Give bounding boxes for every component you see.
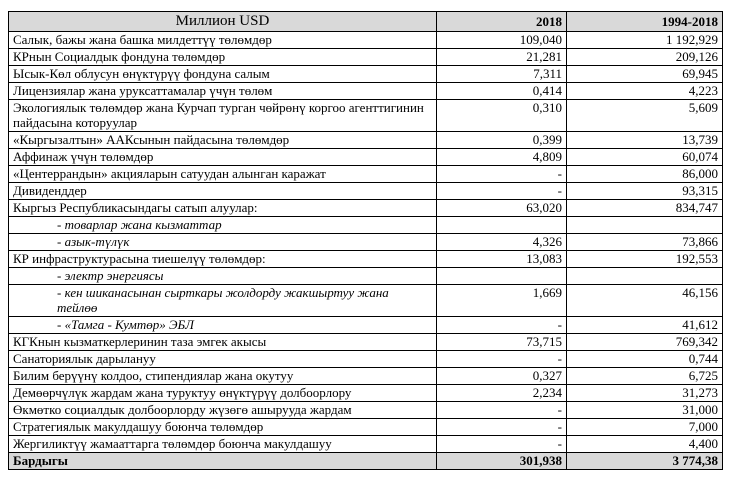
row-value-2018: -	[437, 351, 567, 368]
row-label: КРнын Социалдык фондуна төлөмдөр	[9, 49, 437, 66]
table-row	[9, 402, 723, 419]
table-row	[9, 32, 723, 49]
table-row	[9, 149, 723, 166]
table-row	[9, 368, 723, 385]
row-value-total: 4,400	[567, 436, 723, 453]
table-row	[9, 419, 723, 436]
row-value-total: 3 774,38	[567, 453, 723, 470]
row-value-total	[567, 268, 723, 285]
payments-table	[8, 11, 723, 470]
row-value-total: 0,744	[567, 351, 723, 368]
row-value-2018: 2,234	[437, 385, 567, 402]
table-row	[9, 351, 723, 368]
row-value-total: 31,273	[567, 385, 723, 402]
table-row	[9, 251, 723, 268]
row-value-total: 73,866	[567, 234, 723, 251]
table-row	[9, 132, 723, 149]
row-label: КГКнын кызматкерлеринин таза эмгек акысы	[9, 334, 437, 351]
table-row	[9, 49, 723, 66]
row-label: Санаториялык дарылануу	[9, 351, 437, 368]
row-value-total: 69,945	[567, 66, 723, 83]
table-row	[9, 100, 723, 132]
row-label: Жергиликтүү жамааттарга төлөмдөр боюнча макулдашуу	[9, 436, 437, 453]
row-label: «Кыргызалтын» ААКсынын пайдасына төлөмдөр	[9, 132, 437, 149]
row-value-2018: 21,281	[437, 49, 567, 66]
row-value-2018: 0,399	[437, 132, 567, 149]
table-header-row	[9, 12, 723, 32]
row-value-2018: 301,938	[437, 453, 567, 470]
row-value-total: 4,223	[567, 83, 723, 100]
row-value-total: 93,315	[567, 183, 723, 200]
row-label: Аффинаж үчүн төлөмдөр	[9, 149, 437, 166]
table-row	[9, 385, 723, 402]
row-label: - электр энергиясы	[9, 268, 437, 285]
row-value-total: 6,725	[567, 368, 723, 385]
table-body	[9, 32, 723, 470]
row-label: Экологиялык төлөмдөр жана Курчап турган чөйрөнү коргоо агенттигинин пайдасына которуулар	[9, 100, 437, 132]
row-value-total: 5,609	[567, 100, 723, 132]
row-value-2018: -	[437, 166, 567, 183]
row-label: Билим берүүнү колдоо, стипендиялар жана окутуу	[9, 368, 437, 385]
table-row	[9, 234, 723, 251]
row-value-2018: 0,327	[437, 368, 567, 385]
row-label: КР инфраструктурасына тиешелүү төлөмдөр:	[9, 251, 437, 268]
row-value-2018: -	[437, 183, 567, 200]
row-value-total: 13,739	[567, 132, 723, 149]
row-value-2018: -	[437, 402, 567, 419]
row-value-total	[567, 217, 723, 234]
row-value-2018: -	[437, 419, 567, 436]
table-row	[9, 66, 723, 83]
row-value-total: 834,747	[567, 200, 723, 217]
table-total-row	[9, 453, 723, 470]
row-label: Бардыгы	[9, 453, 437, 470]
row-value-total: 86,000	[567, 166, 723, 183]
row-label: - азык-түлүк	[9, 234, 437, 251]
row-label: Өкмөтко социалдык долбоорлорду жүзөгө ашырууда жардам	[9, 402, 437, 419]
table-row	[9, 334, 723, 351]
header-year-2018: 2018	[437, 12, 567, 32]
table-row	[9, 200, 723, 217]
row-value-2018: 13,083	[437, 251, 567, 268]
row-value-2018	[437, 217, 567, 234]
row-label: Дивиденддер	[9, 183, 437, 200]
table-row	[9, 317, 723, 334]
row-label: «Центеррандын» акцияларын сатуудан алынган каражат	[9, 166, 437, 183]
row-value-total: 769,342	[567, 334, 723, 351]
row-label: Демөөрчүлүк жардам жана туруктуу өнүктүрүү долбоорлору	[9, 385, 437, 402]
row-value-2018: 1,669	[437, 285, 567, 317]
row-label: - «Тамга - Кумтөр» ЭБЛ	[9, 317, 437, 334]
row-label: Ысык-Көл облусун өнүктүрүү фондуна салым	[9, 66, 437, 83]
table-row	[9, 217, 723, 234]
row-label: Лицензиялар жана уруксаттамалар үчүн төлөм	[9, 83, 437, 100]
header-unit-label: Миллион USD	[9, 12, 437, 32]
row-label: - кен шиканасынан сырткары жолдорду жакшыртуу жана тейлөө	[9, 285, 437, 317]
row-label: Стратегиялык макулдашуу боюнча төлөмдөр	[9, 419, 437, 436]
row-value-2018: 0,310	[437, 100, 567, 132]
table-row	[9, 183, 723, 200]
row-value-2018: -	[437, 317, 567, 334]
row-value-2018: -	[437, 436, 567, 453]
table-row	[9, 285, 723, 317]
row-value-total: 46,156	[567, 285, 723, 317]
row-value-total: 60,074	[567, 149, 723, 166]
table-row	[9, 436, 723, 453]
row-value-2018: 73,715	[437, 334, 567, 351]
row-value-total: 192,553	[567, 251, 723, 268]
row-label: Кыргыз Республикасындагы сатып алуулар:	[9, 200, 437, 217]
row-value-2018: 109,040	[437, 32, 567, 49]
row-value-2018: 4,326	[437, 234, 567, 251]
row-value-total: 7,000	[567, 419, 723, 436]
row-value-2018	[437, 268, 567, 285]
table-row	[9, 83, 723, 100]
row-value-total: 1 192,929	[567, 32, 723, 49]
row-value-total: 209,126	[567, 49, 723, 66]
row-label: Салык, бажы жана башка милдеттүү төлөмдөр	[9, 32, 437, 49]
row-label: - товарлар жана кызматтар	[9, 217, 437, 234]
row-value-total: 31,000	[567, 402, 723, 419]
row-value-2018: 63,020	[437, 200, 567, 217]
table-row	[9, 166, 723, 183]
row-value-2018: 0,414	[437, 83, 567, 100]
header-period-total: 1994-2018	[567, 12, 723, 32]
row-value-2018: 4,809	[437, 149, 567, 166]
row-value-2018: 7,311	[437, 66, 567, 83]
table-row	[9, 268, 723, 285]
row-value-total: 41,612	[567, 317, 723, 334]
